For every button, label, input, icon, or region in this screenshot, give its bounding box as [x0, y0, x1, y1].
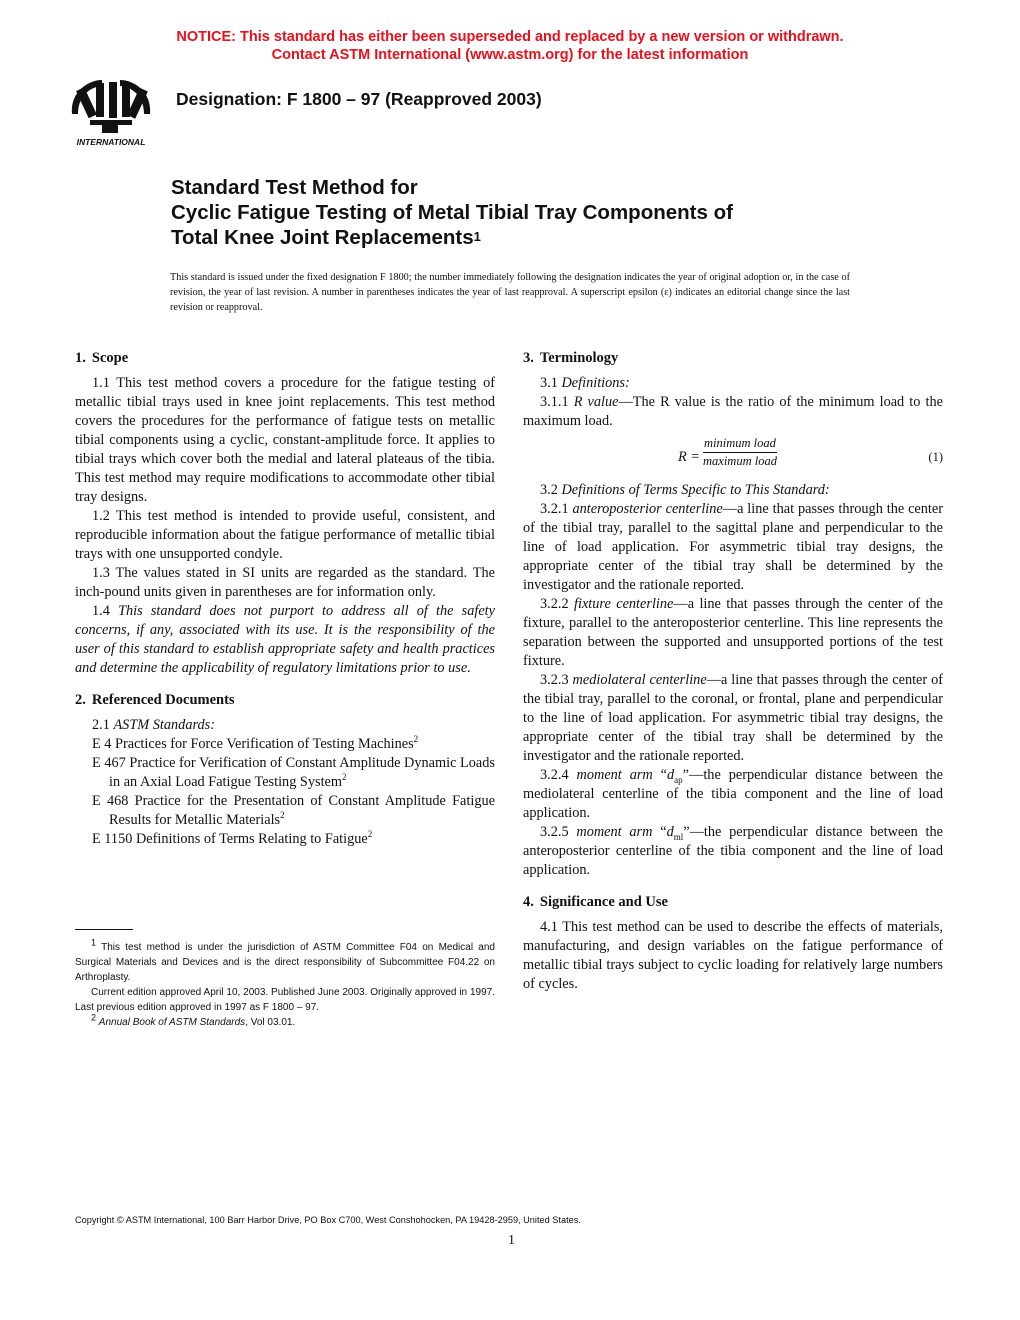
- footnote-1: $^1$ This test method is under the jurisdiction of ASTM Committee F04 on Medical and Surgical Materials and Devices and is the direct responsibility of Subcommittee F04.22 on Arthroplasty.: [75, 937, 495, 983]
- section-heading-terminology: 3. Terminology: [523, 350, 619, 366]
- scope-1-1: 1.1 This test method covers a procedure for the fatigue testing of metallic tibial trays used in knee joint replacements. This test method covers the procedures for the performance of fatigue tests on metallic tibial components using a cyclic, constant-amplitude force. It applies to tibial trays which cover both the medial and lateral plateaus of the tibia. This test method may require modifications to accommodate other tibial tray designs.: [75, 375, 495, 505]
- designation: Designation: F 1800 – 97 (Reapproved 2003): [176, 89, 542, 109]
- notice-banner: [0, 28, 1020, 64]
- significance-4-1: 4.1 This test method can be used to describe the effects of materials, manufacturing, and design variables on the fatigue performance of metallic tibial trays subject to cyclic loading for relatively large numbers of cycles.: [523, 919, 943, 992]
- reference-item: E 468 Practice for the Presentation of Constant Amplitude Fatigue Results for Metallic Materials$^2$: [92, 793, 495, 828]
- terminology-3-2-5: 3.2.5 moment arm “$d_{ml}”—the$ perpendicular distance between the anteroposterior centerline of the tibia component and the line of load application.: [523, 824, 943, 878]
- scope-1-2: 1.2 This test method is intended to provide useful, consistent, and reproducible information about the fatigue performance of metallic tibial trays with one unsupported condyle.: [75, 508, 495, 562]
- equation-number: (1): [928, 450, 943, 464]
- terminology-3-2: 3.2 Definitions of Terms Specific to This Standard:: [540, 482, 830, 498]
- page-number: 1: [508, 1233, 515, 1248]
- astm-logo-icon: [60, 74, 162, 150]
- section-heading-scope: 1. Scope: [75, 350, 129, 366]
- title-line-2: Cyclic Fatigue Testing of Metal Tibial Tray Components of: [171, 201, 733, 224]
- footnote-rule: [75, 929, 133, 930]
- scope-1-3: 1.3 The values stated in SI units are regarded as the standard. The inch-pound units given in parentheses are for information only.: [75, 565, 495, 600]
- reference-item: E 4 Practices for Force Verification of Testing Machines$^2$: [92, 734, 419, 752]
- equation-lhs: R =: [678, 449, 700, 465]
- terminology-3-2-4: 3.2.4 moment arm “$d_{ap}”—the$ perpendicular distance between the mediolateral centerline of the tibia component and the line of load application.: [523, 767, 943, 821]
- section-heading-referenced-documents: 2. Referenced Documents: [75, 692, 235, 708]
- reference-item: E 1150 Definitions of Terms Relating to Fatigue$^2$: [92, 829, 373, 847]
- right-column: [523, 346, 943, 994]
- equation-numerator: minimum load: [704, 436, 776, 450]
- notice-line-1: NOTICE: This standard has either been superseded and replaced by a new version or withdrawn.: [176, 29, 844, 45]
- title-footnote-mark: 1: [473, 229, 481, 244]
- reference-item: E 467 Practice for Verification of Constant Amplitude Dynamic Loads in an Axial Load Fatigue Testing System$^2$: [92, 755, 495, 790]
- terminology-3-1: 3.1 Definitions:: [540, 375, 630, 391]
- footnotes: [75, 929, 495, 1030]
- equation-fraction: [703, 435, 777, 470]
- terminology-3-2-1: 3.2.1 anteroposterior centerline—a line that passes through the center of the tibial tray, parallel to the sagittal plane and perpendicular to the line of load application. For asymmetric tibial tray designs, the appropriate center of the tibial tray shall be determined by the investigator and the rationale reported.: [523, 501, 943, 593]
- terminology-3-1-1: 3.1.1 R value—The R value is the ratio of the minimum load to the maximum load.: [523, 394, 943, 429]
- referenced-2-1: 2.1 ASTM Standards:: [92, 717, 215, 733]
- notice-line-2: Contact ASTM International (www.astm.org) for the latest information: [271, 47, 749, 63]
- issuance-notice: This standard is issued under the fixed designation F 1800; the number immediately following the designation indicates the year of original adoption or, in the case of revision, the year of last revision. A number in parentheses indicates the year of last reapproval. A superscript epsilon (ε) indicates an editorial change since the last revision or reapproval.: [170, 272, 850, 313]
- equation-1: [523, 435, 943, 481]
- footnote-1-continued: Current edition approved April 10, 2003. Published June 2003. Originally approved in 1997. Last previous edition approved in 1997 as F 1800 – 97.: [75, 987, 495, 1013]
- title-line-1: Standard Test Method for: [171, 176, 418, 199]
- section-heading-significance: 4. Significance and Use: [523, 894, 668, 910]
- left-column: [75, 346, 495, 849]
- terminology-3-2-2: 3.2.2 fixture centerline—a line that passes through the center of the fixture, parallel to the anteroposterior centerline. This line represents the separation between the supported and unsupported portions of the test fixture.: [523, 596, 943, 669]
- footnote-2: $^2$ Annual Book of ASTM Standards, Vol 03.01.: [91, 1012, 296, 1028]
- equation-denominator: maximum load: [703, 454, 777, 468]
- terminology-3-2-3: 3.2.3 mediolateral centerline—a line that passes through the center of the tibial tray, parallel to the coronal, or frontal, plane and perpendicular to the line of load application. For asymmetric tibial tray designs, the appropriate center of the tibial tray shall be determined by the investigator and the rationale reported.: [523, 672, 944, 764]
- copyright-notice: Copyright © ASTM International, 100 Barr Harbor Drive, PO Box C700, West Conshohocken, PA 19428-2959, United States.: [75, 1215, 581, 1225]
- title-line-3: Total Knee Joint Replacements: [171, 226, 474, 249]
- document-title: [171, 175, 891, 250]
- scope-1-4: 1.4 This standard does not purport to address all of the safety concerns, if any, associated with its use. It is the responsibility of the user of this standard to establish appropriate safety and health practices and determine the applicability of regulatory limitations prior to use.: [75, 603, 495, 676]
- logo-wordmark: INTERNATIONAL: [76, 137, 146, 147]
